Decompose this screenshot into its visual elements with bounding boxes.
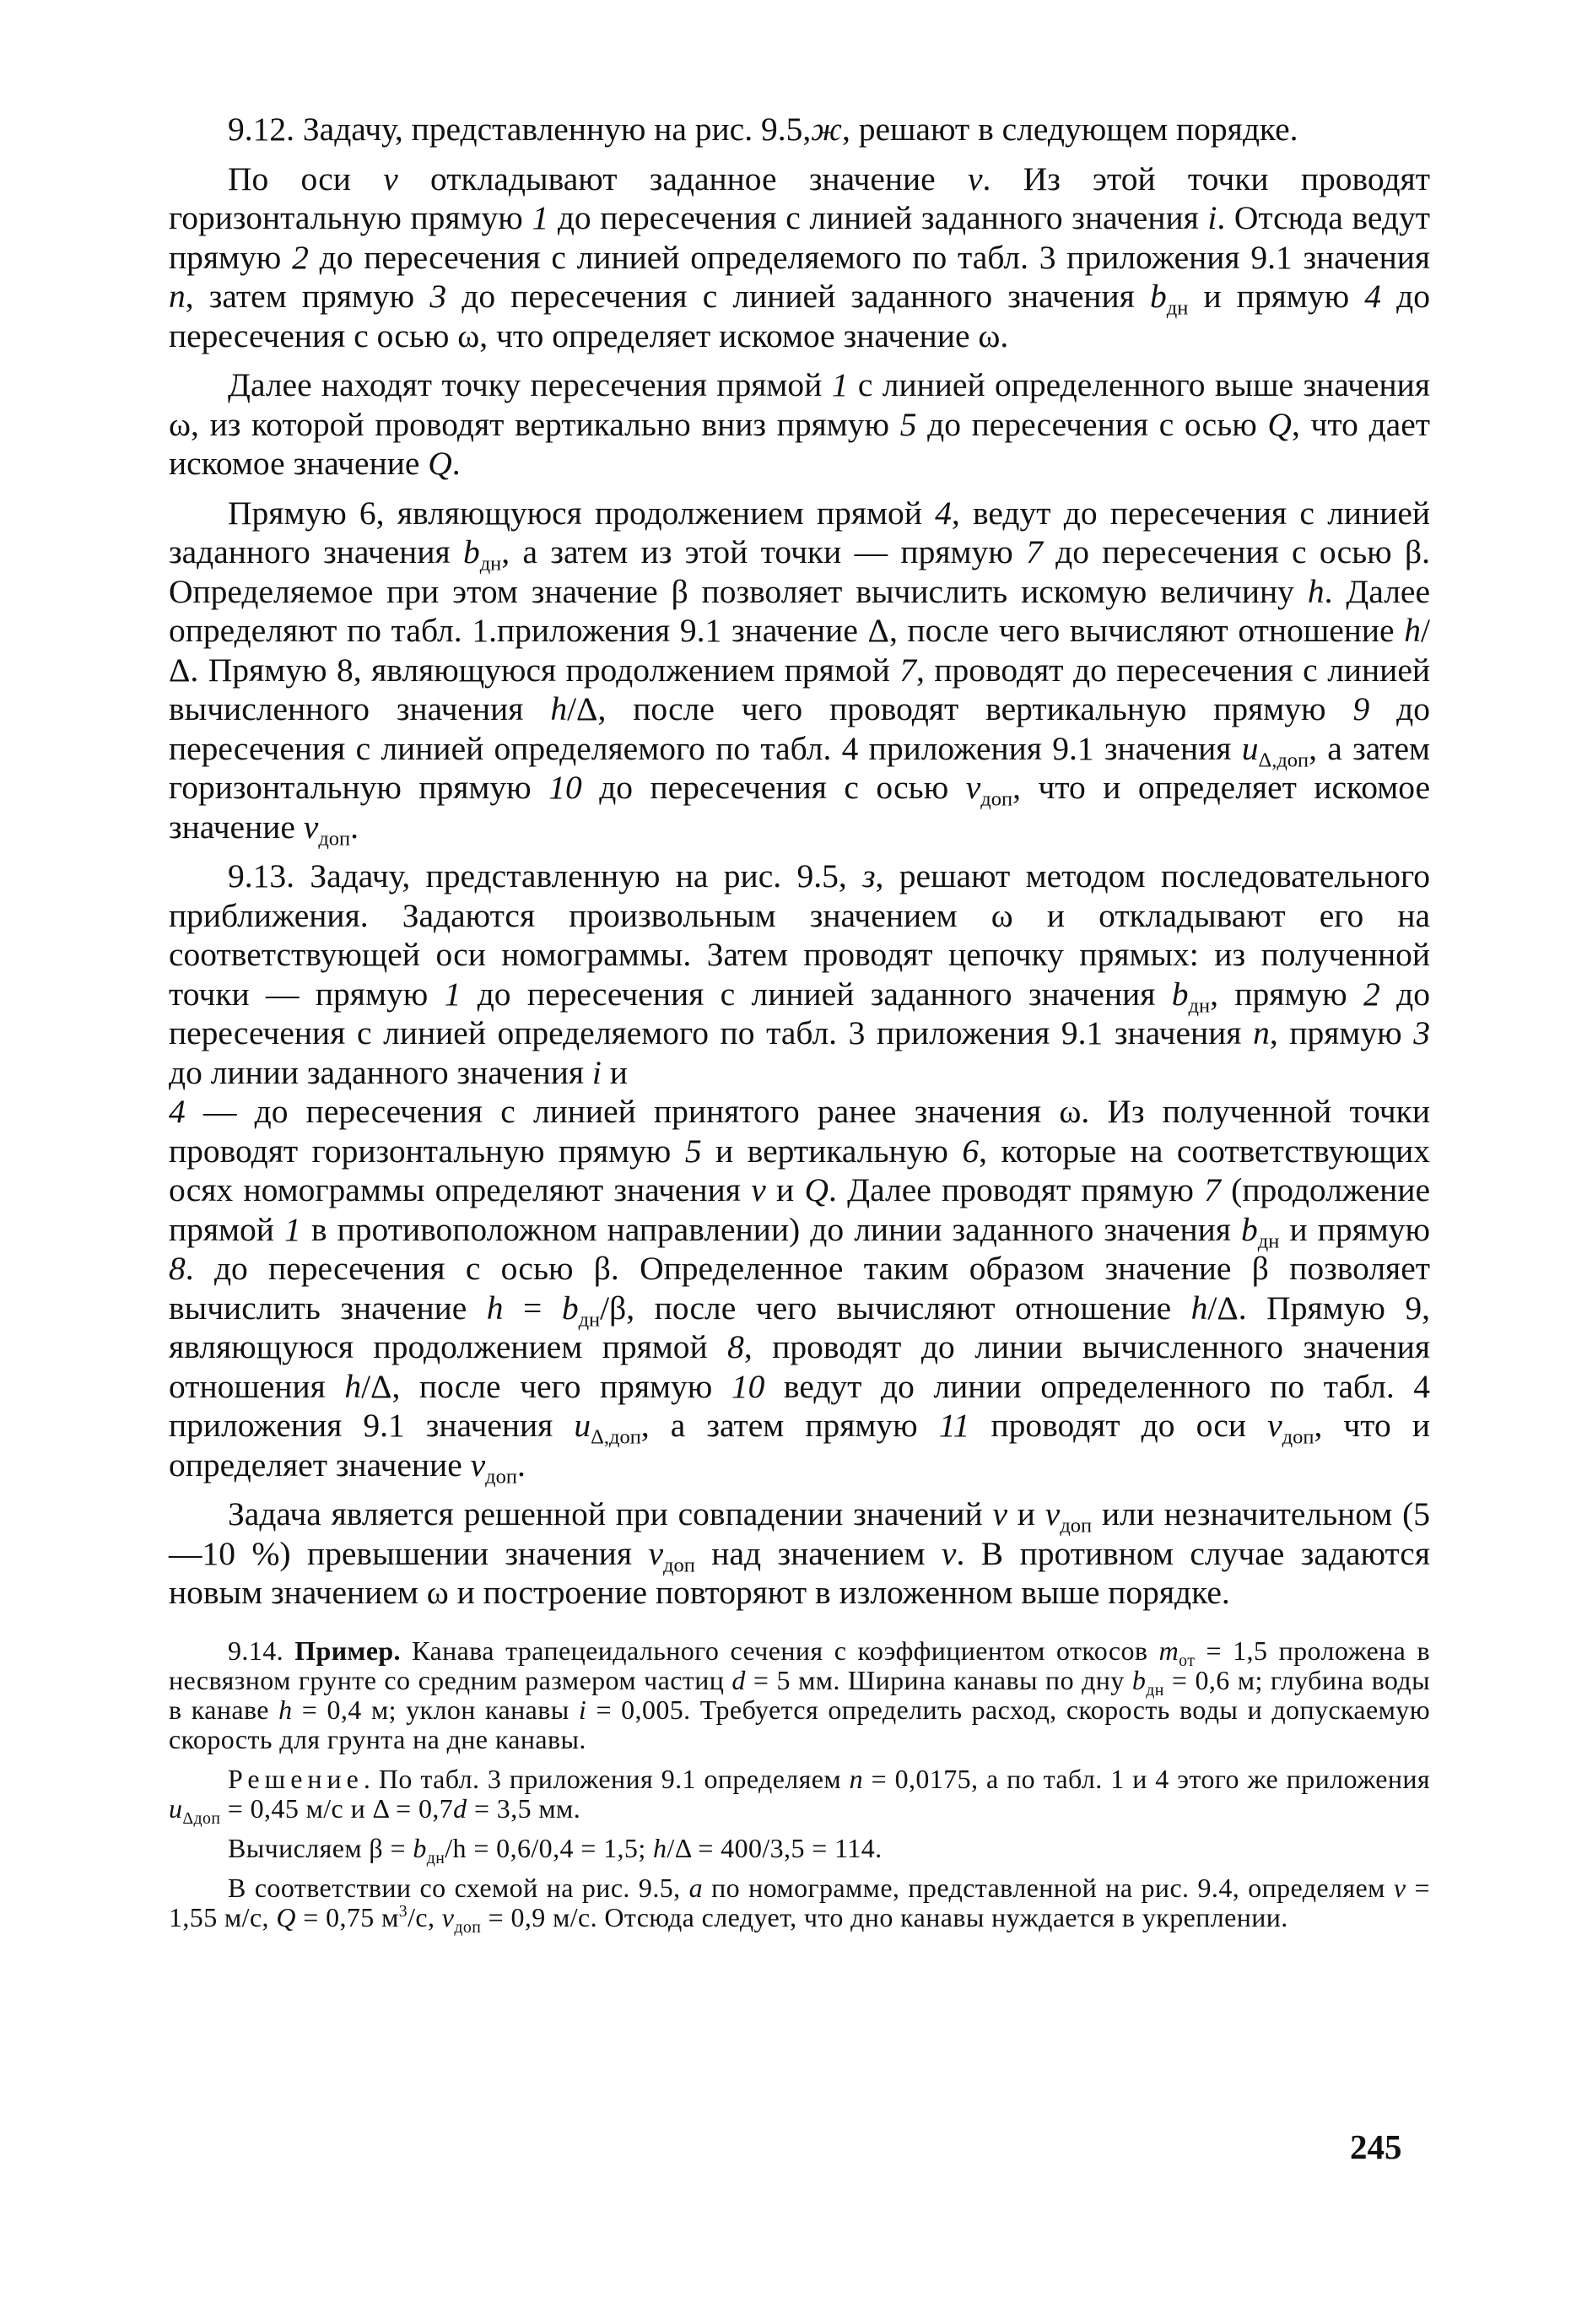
paragraph-9-13: 9.13. Задачу, представленную на рис. 9.5, з, решают методом последовательного приближения. Задаются произвольным значением ω и откладывают его на соответствующей оси номограммы. Затем проводят цепочку прямых: из полученной точки — прямую 1 до пересечения с линией заданного значения $b_{дн}$, прямую 2 до пересечения с линией определяемого по табл. 3 приложения 9.1 значения n, прямую 3 до линии заданного значения i и 4 — до пересечения с линией принятого ранее значения ω. Из полученной точки проводят горизонтальную прямую 5 и вертикальную 6, которые на соответствующих осях номограммы определяют значения v и Q. Далее проводят прямую 7 (продолжение прямой 1 в противоположном направлении) до линии заданного значения $b_{дн}$ и прямую 8. до пересечения с осью β. Определенное таким образом значение β позволяет вычислить значение $h = b_{дн}/\beta$, после чего вычисляют отношение h/Δ. Прямую 9, являющуюся продолжением прямой 8, проводят до линии вычисленного значения отношения h/Δ, после чего прямую 10 ведут до линии определенного по табл. 4 приложения 9.1 значения $u_{\Delta,доп}$, а затем прямую 11 проводят до оси $v_{доп}$, что и определяет значение $v_{доп}$. bbox=[169, 857, 1431, 1489]
example-calculation: Вычисляем $\beta = b_{дн}/h = 0,6/0,4 = 1,5$; h/Δ = 400/3,5 = 114. bbox=[228, 1832, 883, 1867]
paragraph-axis-v: По оси v откладывают заданное значение v. Из этой точки проводят горизонтальную прямую 1 до пересечения с линией заданного значения i. Отсюда ведут прямую 2 до пересечения с линией определяемого по табл. 3 приложения 9.1 значения n, затем прямую 3 до пересечения с линией заданного значения $b_{дн}$ и прямую 4 до пересечения с осью ω, что определяет искомое значение ω. bbox=[169, 159, 1431, 354]
paragraph-line-6: Прямую 6, являющуюся продолжением прямой 4, ведут до пересечения с линией заданного значения $b_{дн}$, а затем из этой точки — прямую 7 до пересечения с осью β. Определяемое при этом значение β позволяет вычислить искомую величину h. Далее определяют по табл. 1.приложения 9.1 значение Δ, после чего вычисляют отношение h/Δ. Прямую 8, являющуюся продолжением прямой 7, проводят до пересечения с линией вычисленного значения h/Δ, после чего проводят вертикальную прямую 9 до пересечения с линией определяемого по табл. 4 приложения 9.1 значения $u_{\Delta,доп}$, а затем горизонтальную прямую 10 до пересечения с осью $v_{доп}$, что и определяет искомое значение $v_{доп}$. bbox=[169, 494, 1431, 851]
paragraph-intersection-omega: Далее находят точку пересечения прямой 1 с линией определенного выше значения ω, из которой проводят вертикально вниз прямую 5 до пересечения с осью Q, что дает искомое значение Q. bbox=[169, 366, 1430, 482]
example-conclusion: В соответствии со схемой на рис. 9.5, а по номограмме, представленной на рис. 9.4, определяем v = 1,55 м/с, Q = 0,75 $м^3/с$, $v_{доп} = 0,9$ м/с. Отсюда следует, что дно канавы нуждается в укреплении. bbox=[169, 1872, 1430, 1937]
example-section bbox=[169, 1635, 1430, 1937]
example-9-14: 9.14. Пример. Канава трапецеидального сечения с коэффициентом откосов $m_{от} = 1,5$ проложена в несвязном грунте со средним размером частиц d = 5 мм. Ширина канавы по дну $b_{дн} = 0,6$ м; глубина воды в канаве h = 0,4 м; уклон канавы i = 0,005. Требуется определить расход, скорость воды и допускаемую скорость для грунта на дне канавы. bbox=[169, 1635, 1430, 1754]
paragraph-9-12: 9.12. Задачу, представленную на рис. 9.5,ж, решают в следующем порядке. bbox=[228, 111, 1298, 148]
paragraph-solution-condition: Задача является решенной при совпадении значений v и $v_{доп}$ или незначительном (5—10 %) превышении значения $v_{доп}$ над значением v. В противном случае задаются новым значением ω и построение повторяют в изложенном выше порядке. bbox=[169, 1495, 1431, 1611]
page-body bbox=[169, 110, 1430, 1943]
page-number: 245 bbox=[1350, 2127, 1402, 2166]
example-solution: Решение. По табл. 3 приложения 9.1 определяем n = 0,0175, а по табл. 1 и 4 этого же приложения $u_{\Delta доп} = 0,45$ м/с и Δ = 0,7d = 3,5 мм. bbox=[169, 1763, 1430, 1828]
